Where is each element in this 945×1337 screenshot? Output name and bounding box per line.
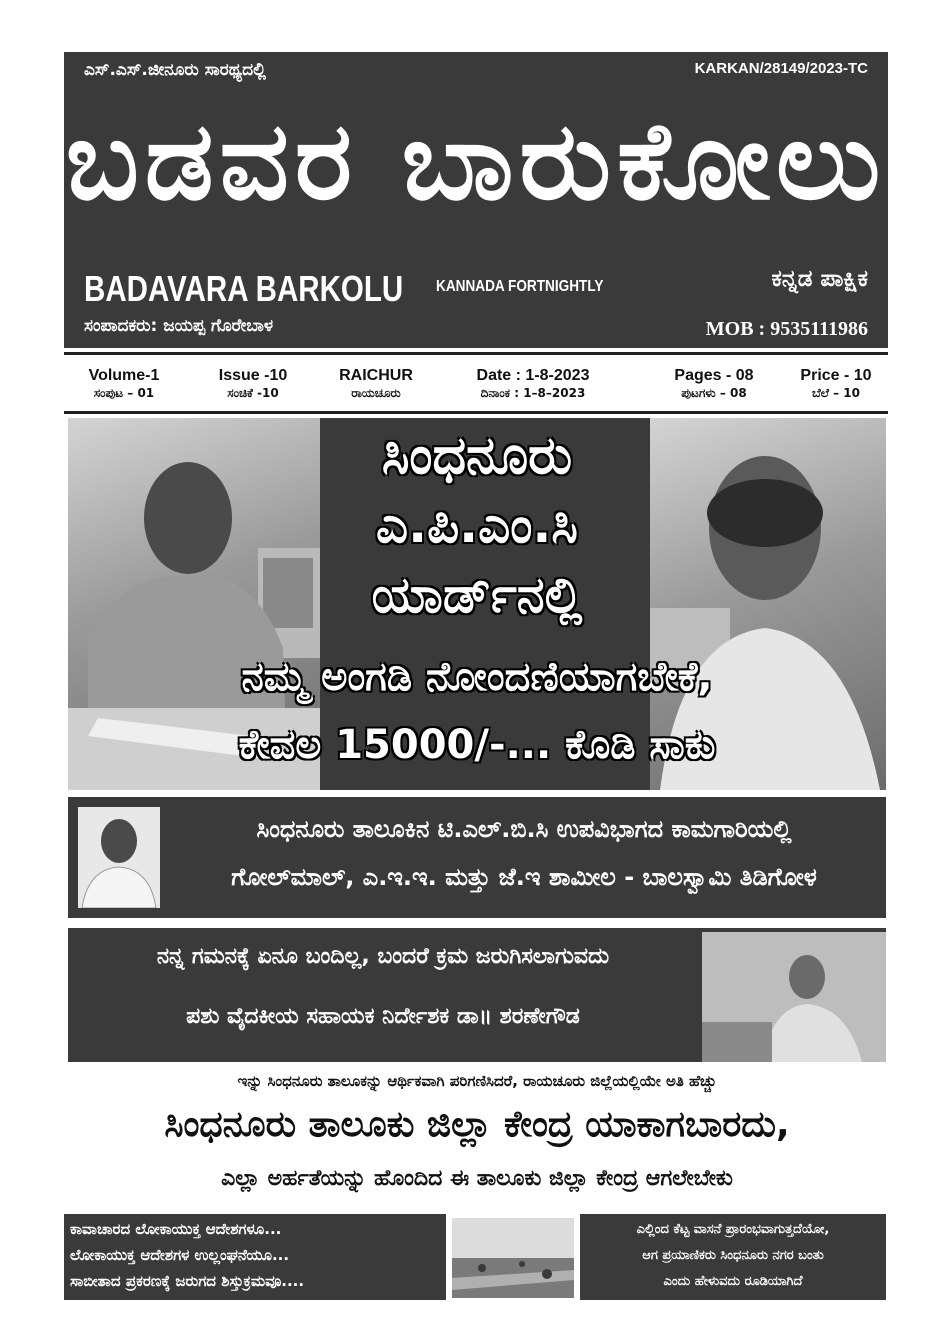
lokayukta-line-2: ಲೋಕಾಯುಕ್ತ ಆದೇಶಗಳ ಉಲ್ಲಂಘನೆಯೂ... bbox=[70, 1246, 290, 1264]
date-kn: ದಿನಾಂಕ : 1–8–2023 bbox=[480, 386, 586, 400]
person-headshot-image bbox=[78, 807, 160, 908]
masthead bbox=[64, 52, 888, 348]
story-district-demand bbox=[68, 1068, 886, 1208]
lead-headline-line-3: ಯಾರ್ಡ್‌ನಲ್ಲಿ bbox=[371, 566, 583, 624]
story3-headline-line-2: ಪಶು ವೈದಕೀಯ ಸಹಾಯಕ ನಿರ್ದೇಶಕ ಡಾ॥ ಶರಣೇಗೌಡ bbox=[186, 1004, 580, 1029]
lokayukta-line-3: ಸಾಬೀತಾದ ಪ್ರಕರಣಕ್ಕೆ ಜರುಗದ ಶಿಸ್ತುಕ್ರಮವೂ.... bbox=[70, 1272, 305, 1290]
newspaper-title-english: BADAVARA BARKOLU bbox=[84, 268, 404, 309]
place-en: RAICHUR bbox=[339, 367, 413, 384]
lead-headline-line-2: ಎ.ಪಿ.ಎಂ.ಸಿ bbox=[376, 496, 578, 554]
pages-info bbox=[654, 367, 774, 401]
volume-info bbox=[74, 367, 174, 401]
issue-kn: ಸಂಚಿಕೆ -10 bbox=[227, 386, 279, 400]
masthead-tagline: ಎಸ್.ಎಸ್.ಜೀನೂರು ಸಾರಥ್ಯದಲ್ಲಿ bbox=[84, 60, 266, 80]
registration-number: KARKAN/28149/2023-TC bbox=[694, 60, 868, 77]
smell-line-2: ಆಗ ಪ್ರಯಾಣಿಕರು ಸಿಂಧನೂರು ನಗರ ಬಂತು bbox=[642, 1248, 824, 1263]
issue-info bbox=[198, 367, 308, 401]
smell-line-1: ಎಲ್ಲಿಂದ ಕೆಟ್ಟ ವಾಸನೆ ಪ್ರಾರಂಭವಾಗುತ್ತದೆಯೋ, bbox=[636, 1222, 830, 1237]
pages-en: Pages - 08 bbox=[674, 367, 754, 384]
lead-headline-line-5: ಕೇವಲ 15000/-... ಕೊಡಿ ಸಾಕು bbox=[238, 722, 716, 768]
story4-subhead: ಎಲ್ಲಾ ಅರ್ಹತೆಯನ್ನು ಹೊಂದಿದ ಈ ತಾಲೂಕು ಜಿಲ್ಲಾ ಕೇಂದ್ರ ಆಗಲೇಬೇಕು bbox=[221, 1166, 733, 1191]
pages-kn: ಪುಟಗಳು – 08 bbox=[681, 386, 747, 400]
date-info bbox=[448, 367, 618, 401]
frequency-kannada: ಕನ್ನಡ ಪಾಕ್ಷಿಕ bbox=[771, 266, 868, 292]
story-veterinary bbox=[68, 928, 886, 1062]
bottom-photo bbox=[452, 1218, 574, 1298]
volume-en: Volume-1 bbox=[88, 367, 160, 384]
mobile-number: MOB : 9535111986 bbox=[705, 318, 868, 340]
issue-en: Issue -10 bbox=[218, 367, 288, 384]
story2-headline-line-1: ಸಿಂಧನೂರು ತಾಲೂಕಿನ ಟಿ.ಎಲ್.ಬಿ.ಸಿ ಉಪವಿಭಾಗದ ಕಾಮಗಾರಿಯಲ್ಲಿ bbox=[256, 815, 792, 843]
place-kn: ರಾಯಚೂರು bbox=[351, 386, 401, 400]
story-lokayukta bbox=[64, 1214, 446, 1300]
lead-headline-line-1: ಸಿಂಧನೂರು bbox=[381, 426, 573, 486]
garbage-road-image bbox=[452, 1218, 574, 1298]
story2-photo bbox=[78, 807, 160, 908]
story3-photo bbox=[702, 932, 886, 1062]
story2-headline-line-2: ಗೋಲ್‌ಮಾಲ್, ಎ.ಇ.ಇ. ಮತ್ತು ಜೆ.ಇ ಶಾಮೀಲ - ಬಾಲಸ್ವಾಮಿ ತಿಡಿಗೋಳ bbox=[231, 863, 817, 891]
smell-line-3: ಎಂದು ಹೇಳುವದು ರೂಡಿಯಾಗಿದೆ bbox=[663, 1274, 803, 1289]
editor-credit: ಸಂಪಾದಕರು: ಜಯಪ್ಪ ಗೊರೇಬಾಳ bbox=[84, 316, 274, 336]
place-info bbox=[326, 367, 426, 401]
officer-at-desk-image bbox=[702, 932, 886, 1062]
story3-headline-line-1: ನನ್ನ ಗಮನಕ್ಕೆ ಏನೂ ಬಂದಿಲ್ಲ, ಬಂದರೆ ಕ್ರಮ ಜರುಗಿಸಲಾಗುವದು bbox=[156, 944, 610, 969]
price-en: Price - 10 bbox=[800, 367, 872, 384]
story-bad-smell bbox=[580, 1214, 886, 1300]
price-kn: ಬೆಲೆ – 10 bbox=[812, 386, 860, 400]
lead-story bbox=[68, 418, 886, 790]
lokayukta-line-1: ಕಾವಾಚಾರದ ಲೋಕಾಯುಕ್ತ ಆದೇಶಗಳೂ... bbox=[70, 1220, 282, 1238]
volume-kn: ಸಂಪುಟ – 01 bbox=[93, 386, 155, 400]
lead-headline-line-4: ನಮ್ಮ ಅಂಗಡಿ ನೋಂದಣಿಯಾಗಬೇಕೆ, bbox=[241, 654, 713, 700]
date-en: Date : 1-8-2023 bbox=[476, 367, 590, 384]
newspaper-title-kannada: ಬಡವರ ಬಾರುಕೋಲು bbox=[65, 99, 887, 224]
story4-kicker: ಇನ್ನು ಸಿಂಧನೂರು ತಾಲೂಕನ್ನು ಆರ್ಥಿಕವಾಗಿ ಪರಿಗಣಿಸಿದರೆ, ರಾಯಚೂರು ಜಿಲ್ಲೆಯಲ್ಲಿಯೇ ಅತಿ ಹೆಚ್ಚು bbox=[237, 1072, 717, 1090]
issue-info-bar bbox=[64, 352, 888, 414]
story4-headline: ಸಿಂಧನೂರು ತಾಲೂಕು ಜಿಲ್ಲಾ ಕೇಂದ್ರ ಯಾಕಾಗಬಾರದು, bbox=[164, 1104, 790, 1145]
story-tlbc-scam bbox=[68, 797, 886, 918]
frequency-english: KANNADA FORTNIGHTLY bbox=[436, 278, 604, 295]
price-info bbox=[786, 367, 886, 401]
